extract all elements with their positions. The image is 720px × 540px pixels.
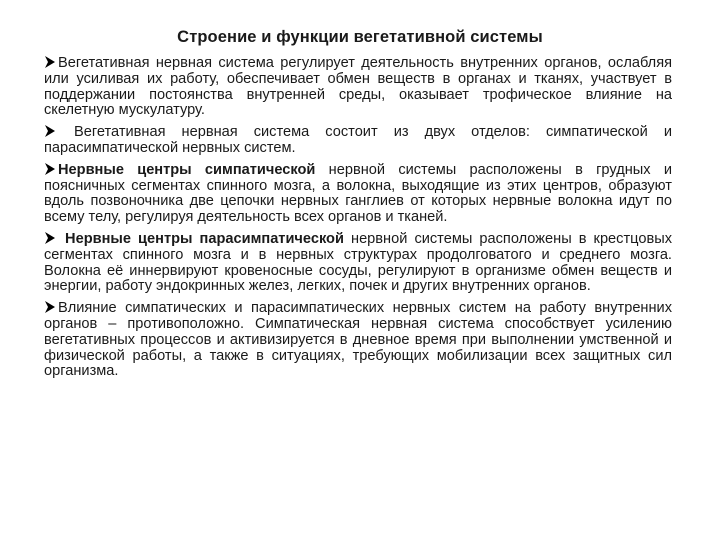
arrow-bullet-icon [44,56,56,68]
paragraph-text: нервной системы расположены в грудных и поясничных сегментах спинного мозга, а волокна, выходящие из этих центров, образуют вдоль позвоночника две цепочки нервных ганглиев от которых нервные волокна идут по всему телу, регулируя деятельность всех органов и тканей. [44,161,672,226]
paragraph [44,125,672,157]
slide-body [44,56,672,380]
paragraph-text: нервной системы расположены в крестцовых сегментах спинного мозга и в нервных структурах продолговатого и среднего мозга. Волокна её иннервируют кровеносные сосуды, регулируют в организме обмен веществ и энергии, работу эндокринных желез, легких, почек и других внутренних органов. [44,230,673,295]
paragraph-bold-text: Нервные центры симпатической [58,161,316,178]
paragraph-text: Вегетативная нервная система состоит из двух отделов: симпатической и парасимпатической нервных систем. [44,124,672,156]
arrow-bullet-icon [44,301,56,313]
paragraph-text: Влияние симпатических и парасимпатических нервных систем на работу внутренних органов – противоположно. Симпатическая нервная система способствует усилению вегетативных процессов и активизируется в дневное время при выполнении умственной и физической работы, а также в ситуациях, требующих мобилизации всех защитных сил организма. [44,300,672,380]
arrow-bullet-icon [44,232,56,244]
paragraph [44,56,672,119]
slide-title: Строение и функции вегетативной системы [177,28,543,46]
paragraph-bold-text: Нервные центры парасимпатической [58,230,344,247]
arrow-bullet-icon [44,163,56,175]
paragraph [44,163,672,226]
arrow-bullet-icon [44,125,56,137]
paragraph [44,301,672,380]
paragraph [44,232,672,295]
paragraph-text: Вегетативная нервная система регулирует деятельность внутренних органов, ослабляя или усиливая их работу, обеспечивает обмен веществ в органах и тканях, участвует в поддержании постоянства внутренней среды, оказывает трофическое влияние на скелетную мускулатуру. [44,55,672,119]
